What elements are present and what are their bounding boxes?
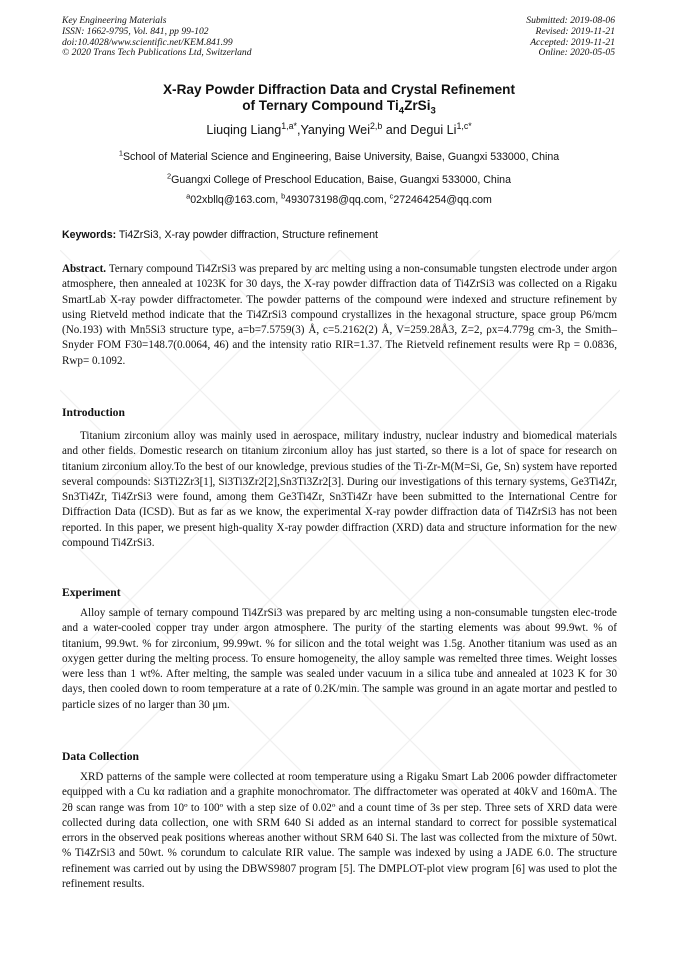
email-c-mark: c [389, 191, 394, 201]
submission-dates [526, 16, 615, 59]
author-1-affil: 1,a* [281, 120, 297, 131]
title-line-2 [0, 98, 678, 117]
affiliation-2-text: Guangxi College of Preschool Education, Baise, Guangxi 533000, China [171, 174, 511, 186]
email-b[interactable]: 493073198@qq.com, [285, 194, 390, 206]
email-a-mark: a [186, 191, 191, 201]
author-3: and Degui Li [382, 123, 457, 137]
author-emails [0, 191, 678, 206]
keywords [62, 229, 617, 241]
keywords-label: Keywords: [62, 229, 117, 241]
email-a[interactable]: 02xbllq@163.com, [190, 194, 282, 206]
abstract [62, 262, 617, 369]
data-collection-text: XRD patterns of the sample were collected at room temperature using a Rigaku Smart Lab 2006 powder diffractometer equipped with a Cu kα radiation and a graphite monochromator. The diffractometer was operated at 40kV and 160mA. The 2θ scan range was from 10º to 100º with a step size of 0.02º and a count time of 3s per step. Three sets of XRD data were collected during data collection, one with SRM 640 Si added as an internal standard to correct for possible systematical errors in the observed peak positions whereas another without SRM 640 Si. The last was collected from the mixture of 50wt. % Ti4ZrSi3 and 50wt. % corundum to calculate RIR value. The sample was indexed by using a JADE 6.0. The structure refinement was carried out by using the DBWS9807 program [5]. The DMPLOT-plot view program [6] was used to plot the refinement results. [62, 771, 617, 891]
abstract-text: Ternary compound Ti4ZrSi3 was prepared by arc melting using a non-consumable tungsten electrode under argon atmosphere, then annealed at 1023K for 30 days, the X-ray powder diffraction data of Ti4ZrSi3 was collected on a Rigaku SmartLab X-ray powder diffractometer. The powder patterns of the compound were indexed and structure refinement by using Rietveld method indicate that the Ti4ZrSi3 compound crystallizes in the hexagonal structure, space group P6/mcm (No.193) with Mn5Si3 structure type, a=b=7.5759(3) Å, c=5.2162(2) Å, V=259.28Å3, Z=2, ρx=4.779g cm-3, the Smith–Snyder FOM F30=148.7(0.0064, 46) and the intensity ratio RIR=1.37. The Rietveld refinement results were Rp = 0.0836, Rwp= 0.1092. [62, 263, 617, 367]
date-submitted: Submitted: 2019-08-06 [526, 15, 615, 26]
author-1: Liuqing Liang [206, 123, 282, 137]
journal-copyright: © 2020 Trans Tech Publications Ltd, Switzerland [62, 47, 252, 59]
journal-issn: ISSN: 1662-9795, Vol. 841, pp 99-102 [62, 25, 209, 37]
email-c[interactable]: 272464254@qq.com [393, 194, 492, 206]
email-b-mark: b [281, 191, 286, 201]
journal-info [62, 16, 252, 59]
data-collection-heading: Data Collection [62, 750, 139, 763]
affiliation-1-text: School of Material Science and Engineering, Baise University, Baise, Guangxi 533000, China [122, 151, 560, 163]
journal-doi[interactable]: doi:10.4028/www.scientific.net/KEM.841.99 [62, 36, 233, 48]
title-line-2-mid: ZrSi [404, 98, 431, 113]
date-revised: Revised: 2019-11-21 [535, 25, 615, 37]
author-2-affil: 2,b [370, 120, 383, 131]
experiment-heading: Experiment [62, 586, 121, 599]
affiliation-1-mark: 1 [118, 148, 123, 158]
author-2: ,Yanying Wei [296, 123, 370, 137]
journal-name: Key Engineering Materials [62, 15, 167, 26]
title-line-1: X-Ray Powder Diffraction Data and Crystal Refinement [162, 82, 515, 97]
date-online: Online: 2020-05-05 [538, 47, 615, 59]
title-sub-2: 3 [430, 105, 436, 117]
date-accepted: Accepted: 2019-11-21 [530, 36, 615, 48]
paper-title [0, 82, 678, 117]
affiliation-2-mark: 2 [167, 171, 172, 181]
affiliation-2 [0, 171, 678, 186]
title-sub-1: 4 [398, 105, 405, 117]
title-line-2-pre: of Ternary Compound Ti [242, 98, 399, 113]
introduction-heading: Introduction [62, 406, 125, 419]
introduction-text: Titanium zirconium alloy was mainly used in aerospace, military industry, nuclear industry and biomedical materials and other fields. Domestic research on titanium zirconium alloy has just started, so there is a lot of space for research on titanium zirconium alloy.To the best of our knowledge, previous studies of the Ti-Zr-M(M=Si, Ge, Sn) system have reported several compounds: Si3Ti2Zr3[1], Si3Ti3Zr2[2],Sn3Ti3Zr2[3]. During our investigations of this ternary systems, Ge3Ti4Zr, Sn3Ti4Zr, Ti4ZrSi3 were found, among them Ge3Ti4Zr, Sn3Ti4Zr have been submitted to the International Centre for Diffraction Data (ICSD). But as far as we know, the experimental X-ray powder diffraction data of Ti4ZrSi3 has not been reported. In this paper, we present high-quality X-ray powder diffraction (XRD) data and structure information for the new compound Ti4ZrSi3. [62, 430, 617, 550]
abstract-label: Abstract. [62, 263, 107, 275]
affiliation-1 [0, 148, 678, 163]
keywords-text: Ti4ZrSi3, X-ray powder diffraction, Structure refinement [116, 229, 378, 241]
author-list [0, 120, 678, 137]
author-3-affil: 1,c* [456, 120, 472, 131]
experiment-text: Alloy sample of ternary compound Ti4ZrSi3 was prepared by arc melting using a non-consumable tungsten elec-trode and a water-cooled copper tray under argon atmosphere. The purity of the starting elements was about 99.9wt. % of titanium, 99.9wt. % for zirconium, 99.99wt. % for silicon and the total weight was 1.5g. Another titanium was used as an oxygen getter during the melting process. To ensure homogeneity, the alloy sample was remelted three times. Weight losses were less than 1 wt%. After melting, the sample was sealed under vacuum in a silica tube and annealed at 1023 K for 30 days, then cooled down to room temperature at a rate of 0.2K/min. The sample was ground in an agate mortar and pestled to particle sizes of no larger than 30 μm. [62, 607, 617, 711]
